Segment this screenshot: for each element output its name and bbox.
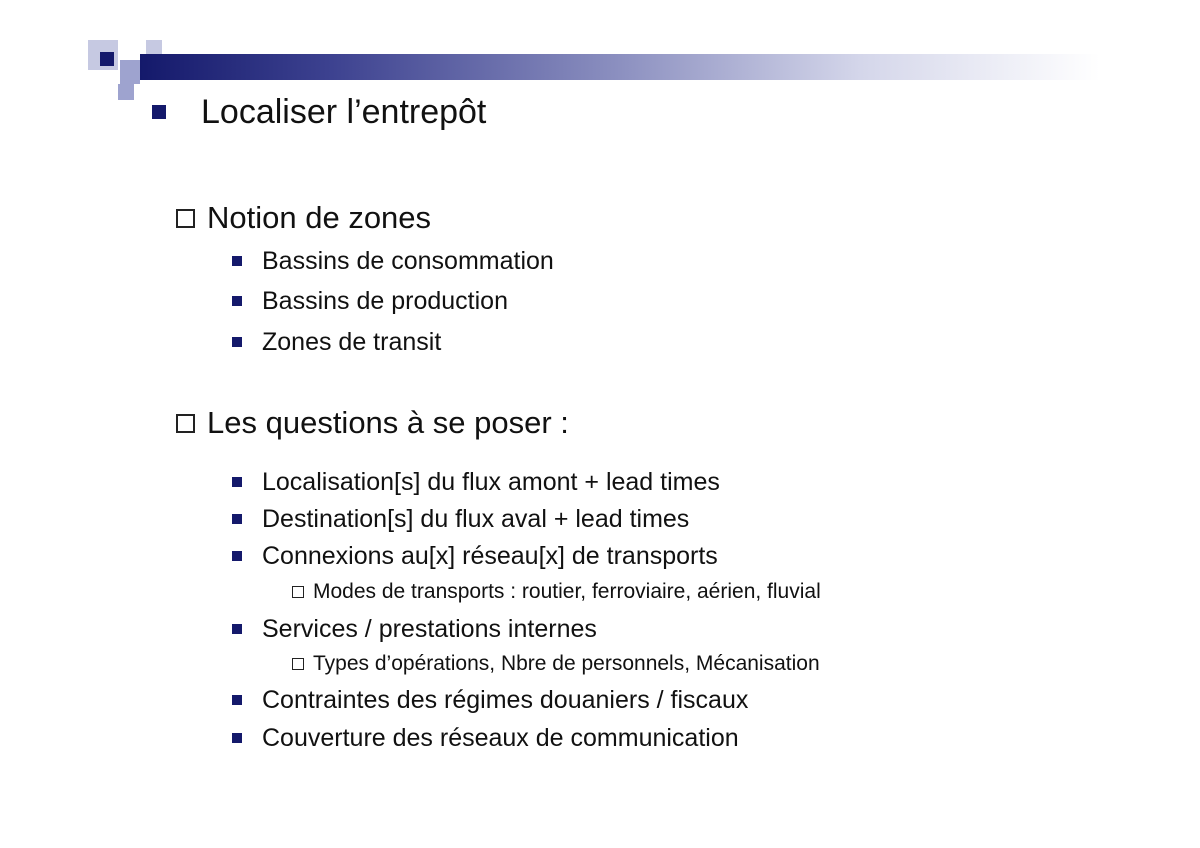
list-item-text: Connexions au[x] réseau[x] de transports xyxy=(262,542,718,570)
section-heading-text: Notion de zones xyxy=(207,200,432,235)
square-bullet-icon xyxy=(232,514,242,524)
header-decoration-square xyxy=(100,52,114,66)
sub-list-item xyxy=(292,650,820,678)
list-item-text: Zones de transit xyxy=(262,328,442,356)
sub-list-item-text: Types d’opérations, Nbre de personnels, Mécanisation xyxy=(313,652,820,675)
list-item xyxy=(232,244,554,278)
section-heading-text: Les questions à se poser : xyxy=(207,405,569,440)
list-item-text: Localisation[s] du flux amont + lead times xyxy=(262,468,720,496)
square-bullet-icon xyxy=(232,624,242,634)
list-item-text: Couverture des réseaux de communication xyxy=(262,724,739,752)
square-bullet-icon xyxy=(232,296,242,306)
list-item xyxy=(232,539,718,573)
list-item xyxy=(232,721,739,755)
header-gradient-bar xyxy=(140,54,1100,80)
slide-title: Localiser l’entrepôt xyxy=(201,93,487,131)
list-item-text: Bassins de consommation xyxy=(262,247,554,275)
square-bullet-icon xyxy=(232,477,242,487)
list-item xyxy=(232,284,508,318)
sub-list-item xyxy=(292,578,821,606)
list-item xyxy=(232,683,748,717)
square-bullet-icon xyxy=(232,695,242,705)
section-heading xyxy=(176,198,431,238)
square-bullet-icon xyxy=(232,733,242,743)
square-bullet-icon xyxy=(152,105,166,119)
square-bullet-icon xyxy=(232,551,242,561)
list-item xyxy=(232,325,441,359)
header-decoration-square xyxy=(120,60,140,84)
hollow-square-bullet-icon xyxy=(176,209,195,228)
title-row xyxy=(152,88,486,136)
list-item-text: Destination[s] du flux aval + lead times xyxy=(262,505,690,533)
list-item-text: Bassins de production xyxy=(262,287,508,315)
header-decoration-square xyxy=(118,84,134,100)
hollow-square-bullet-icon xyxy=(292,658,304,670)
list-item xyxy=(232,502,689,536)
square-bullet-icon xyxy=(232,337,242,347)
section-heading xyxy=(176,403,569,443)
list-item-text: Services / prestations internes xyxy=(262,615,597,643)
list-item xyxy=(232,612,597,646)
hollow-square-bullet-icon xyxy=(176,414,195,433)
sub-list-item-text: Modes de transports : routier, ferroviaire, aérien, fluvial xyxy=(313,580,821,603)
list-item-text: Contraintes des régimes douaniers / fiscaux xyxy=(262,686,749,714)
square-bullet-icon xyxy=(232,256,242,266)
list-item xyxy=(232,465,720,499)
hollow-square-bullet-icon xyxy=(292,586,304,598)
